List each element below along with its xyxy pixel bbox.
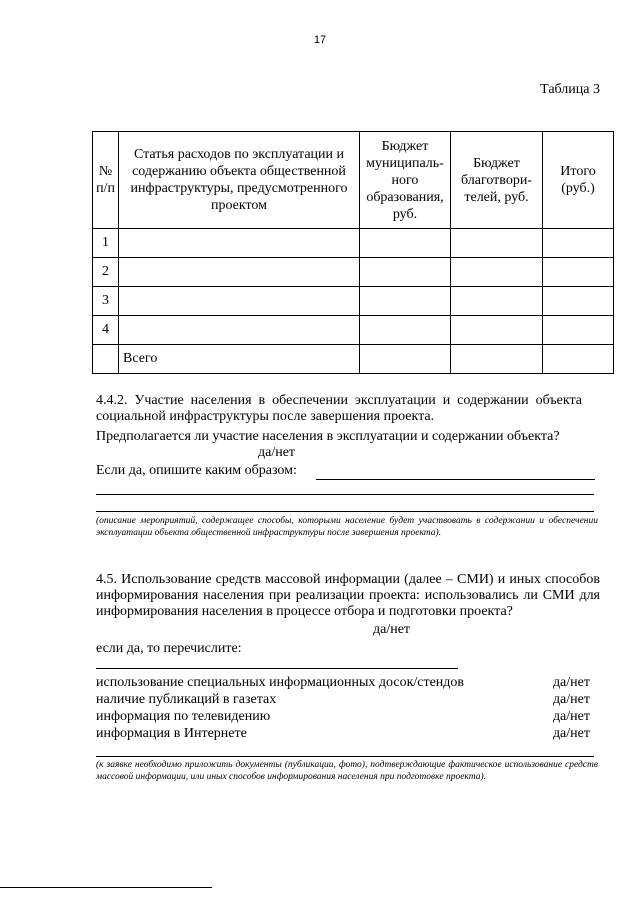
answer-line[interactable] <box>96 494 594 495</box>
list-item-label: информация в Интернете <box>96 726 247 741</box>
footnote-divider <box>0 887 212 888</box>
table-row <box>93 229 614 258</box>
row-number: 1 <box>93 229 119 258</box>
table-cell[interactable] <box>119 258 360 287</box>
row-number: 2 <box>93 258 119 287</box>
section-442-if-yes-label: Если да, опишите каким образом: <box>96 463 297 478</box>
header-municipal-budget: Бюджет муниципаль-ного образования, руб. <box>360 132 451 229</box>
section-442-question: Предполагается ли участие населения в эксплуатации и содержании объекта? <box>96 429 560 444</box>
table-cell[interactable] <box>360 345 451 374</box>
table-cell[interactable] <box>360 316 451 345</box>
table-row <box>93 287 614 316</box>
table-header-row <box>93 132 614 229</box>
page-number: 17 <box>313 34 327 46</box>
table-cell[interactable] <box>543 345 614 374</box>
row-number: 4 <box>93 316 119 345</box>
table-cell[interactable] <box>360 229 451 258</box>
list-item-yes-no[interactable]: да/нет <box>552 692 590 707</box>
table-cell[interactable] <box>451 345 543 374</box>
section-45-note: (к заявке необходимо приложить документы (публикации, фото), подтверждающие фактическое использование средств массовой информации, или иных способов информирования населения при подготовке проекта). <box>96 760 598 782</box>
section-45-title: 4.5. Использование средств массовой информации (далее – СМИ) и иных способов информирования населения при реализации проекта: использовались ли СМИ для информирования населения в процессе отбора и подготовки проекта? <box>96 572 600 619</box>
table-cell[interactable] <box>451 316 543 345</box>
list-item-yes-no[interactable]: да/нет <box>552 709 590 724</box>
list-item-yes-no[interactable]: да/нет <box>552 726 590 741</box>
header-total: Итого (руб.) <box>543 132 614 229</box>
table-cell[interactable] <box>451 258 543 287</box>
section-442-yes-no[interactable]: да/нет <box>258 445 296 460</box>
list-item-yes-no[interactable]: да/нет <box>552 675 590 690</box>
table-cell[interactable] <box>543 287 614 316</box>
table-cell[interactable] <box>543 316 614 345</box>
section-45-if-yes-label: если да, то перечислите: <box>96 641 242 656</box>
table-cell[interactable] <box>543 258 614 287</box>
list-item <box>96 709 590 725</box>
list-item <box>96 675 590 691</box>
answer-line[interactable] <box>316 479 595 480</box>
table-caption: Таблица 3 <box>540 82 600 97</box>
section-45-yes-no[interactable]: да/нет <box>373 622 411 637</box>
table-total-row <box>93 345 614 374</box>
list-item <box>96 726 590 742</box>
table-cell[interactable] <box>119 316 360 345</box>
table-cell[interactable] <box>119 287 360 316</box>
header-number: № п/п <box>93 132 119 229</box>
table-cell <box>93 345 119 374</box>
table-cell[interactable] <box>451 287 543 316</box>
total-label: Всего <box>119 345 360 374</box>
table-cell[interactable] <box>543 229 614 258</box>
table-cell[interactable] <box>119 229 360 258</box>
list-item-label: использование специальных информационных досок/стендов <box>96 675 465 690</box>
list-item-label: наличие публикаций в газетах <box>96 692 277 707</box>
table-row <box>93 258 614 287</box>
expense-table <box>92 131 614 374</box>
row-number: 3 <box>93 287 119 316</box>
table-row <box>93 316 614 345</box>
section-442-title: 4.4.2. Участие населения в обеспечении эксплуатации и содержании объекта социальной инфраструктуры после завершения проекта. <box>96 393 582 424</box>
header-expense-item: Статья расходов по эксплуатации и содержанию объекта общественной инфраструктуры, предусмотренного проектом <box>119 132 360 229</box>
table-cell[interactable] <box>360 287 451 316</box>
section-442-note: (описание мероприятий, содержащее способы, которыми население будет участвовать в содержании и обеспечении эксплуатации объекта общественной инфраструктуры после завершения проекта). <box>96 516 598 538</box>
list-item-label: информация по телевидению <box>96 709 271 724</box>
answer-line[interactable] <box>96 511 594 512</box>
header-charity-budget: Бюджет благотвори-телей, руб. <box>451 132 543 229</box>
divider-line <box>96 668 458 669</box>
list-item <box>96 692 590 708</box>
table-cell[interactable] <box>360 258 451 287</box>
table-cell[interactable] <box>451 229 543 258</box>
answer-line[interactable] <box>96 756 594 757</box>
